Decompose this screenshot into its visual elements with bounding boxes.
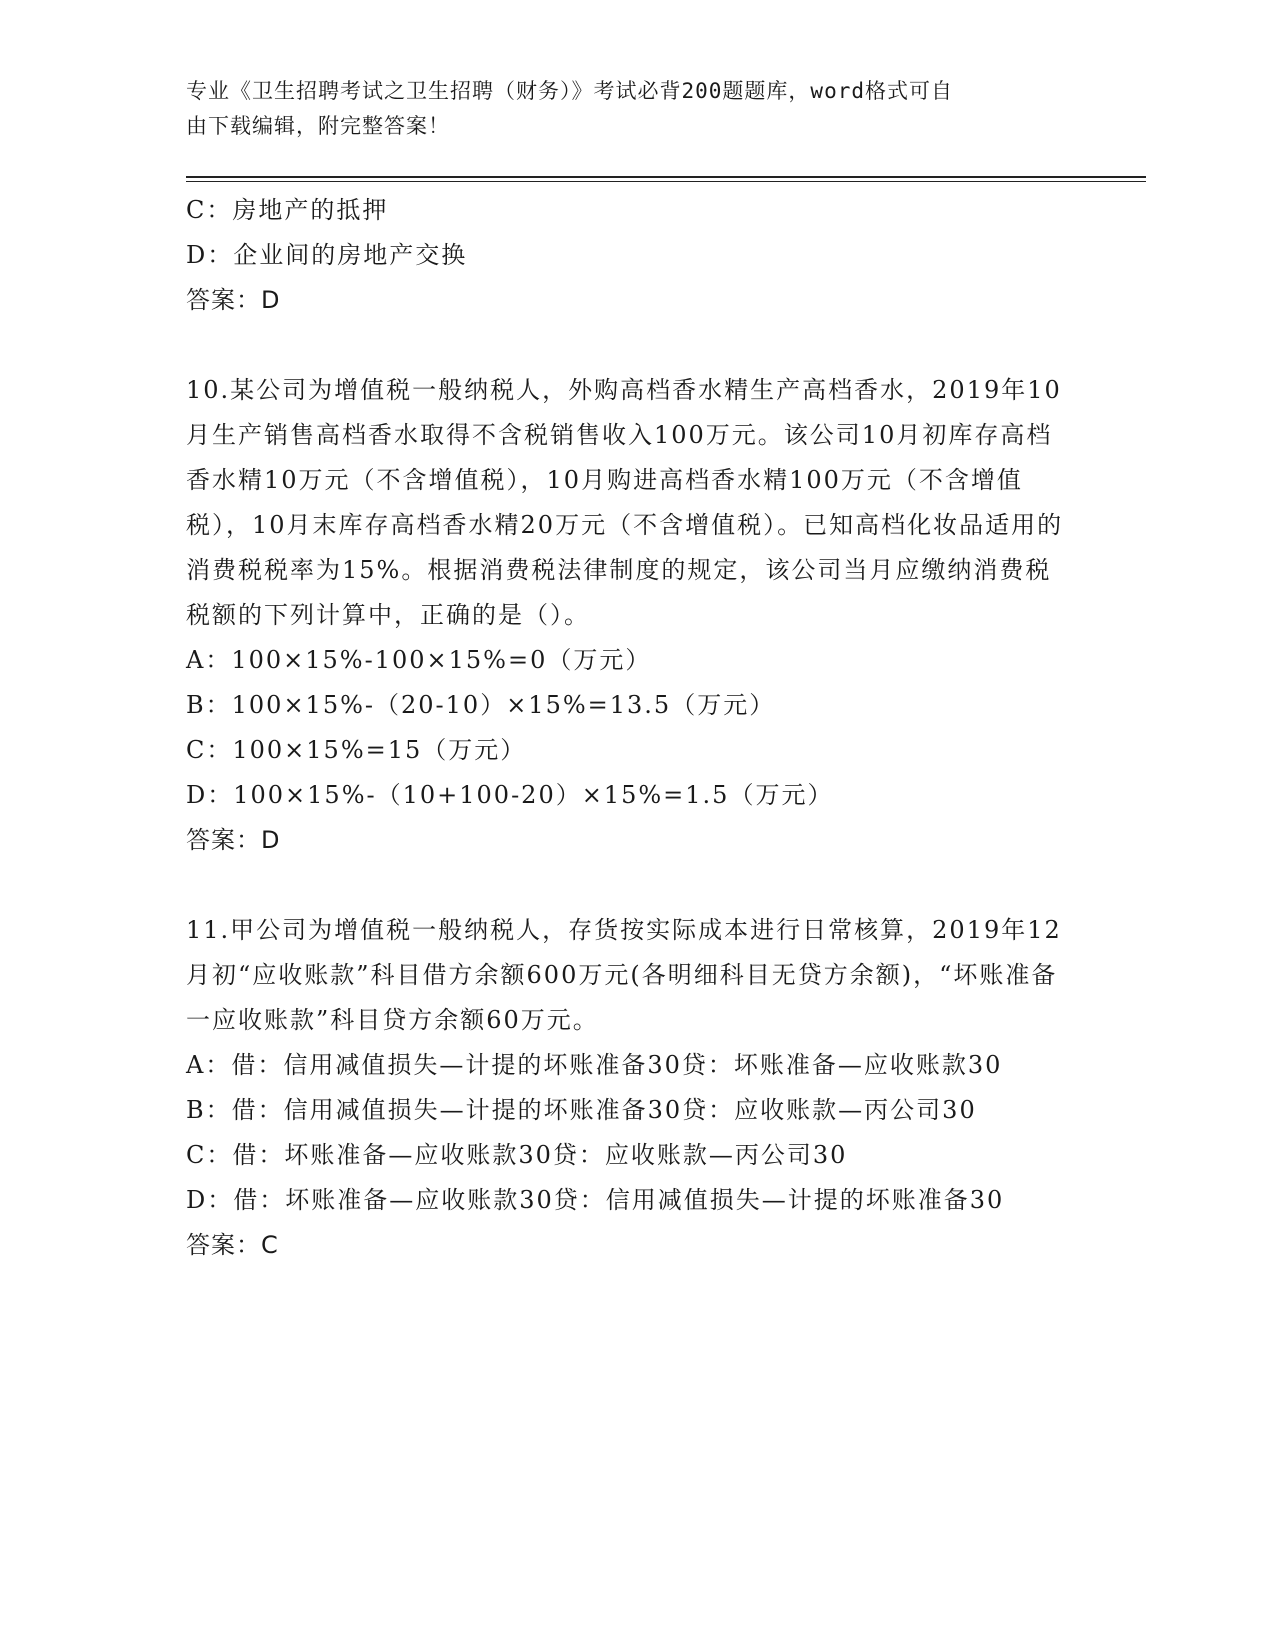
- q10-stem: 10.某公司为增值税一般纳税人，外购高档香水精生产高档香水，2019年10月生产销售高档香水取得不含税销售收入100万元。该公司10月初库存高档香水精10万元（不含增值税），10月购进高档香水精100万元（不含增值税），10月末库存高档香水精20万元（不含增值税）。已知高档化妆品适用的消费税税率为15%。根据消费税法律制度的规定，该公司当月应缴纳消费税税额的下列计算中，正确的是（）。: [186, 376, 1064, 629]
- header-divider-thick: [186, 176, 1146, 178]
- q11-stem: 11.甲公司为增值税一般纳税人，存货按实际成本进行日常核算，2019年12月初“应收账款”科目借方余额600万元(各明细科目无贷方余额)，“坏账准备一应收账款”科目贷方余额60万元。: [186, 916, 1062, 1034]
- q9-answer: 答案：D: [186, 286, 281, 314]
- document-header: [186, 74, 1066, 144]
- q11-option-b: B：借：信用减值损失—计提的坏账准备30贷：应收账款—丙公司30: [186, 1096, 977, 1124]
- q11-option-d: D：借：坏账准备—应收账款30贷：信用减值损失—计提的坏账准备30: [186, 1186, 1005, 1214]
- question-10: [186, 368, 1066, 863]
- q9-option-c: C：房地产的抵押: [186, 196, 389, 224]
- spacer: [186, 863, 1066, 908]
- question-11: [186, 908, 1066, 1268]
- header-line-1: 专业《卫生招聘考试之卫生招聘（财务）》考试必背200题题库，word格式可自: [186, 79, 953, 103]
- q10-option-d: D：100×15%-（10+100-20）×15%=1.5（万元）: [186, 781, 834, 809]
- header-divider-thin: [186, 181, 1146, 182]
- q11-option-a: A：借：信用减值损失—计提的坏账准备30贷：坏账准备—应收账款30: [186, 1051, 1003, 1079]
- q11-answer: 答案：C: [186, 1231, 279, 1259]
- q10-answer: 答案：D: [186, 826, 281, 854]
- spacer: [186, 323, 1066, 368]
- q10-option-b: B：100×15%-（20-10）×15%=13.5（万元）: [186, 691, 776, 719]
- q9-option-d: D：企业间的房地产交换: [186, 241, 468, 269]
- question-9-continued: [186, 188, 1066, 323]
- q11-option-c: C：借：坏账准备—应收账款30贷：应收账款—丙公司30: [186, 1141, 848, 1169]
- header-line-2: 由下载编辑，附完整答案！: [186, 114, 450, 138]
- question-content: [186, 188, 1066, 1268]
- q10-option-a: A：100×15%-100×15%=0（万元）: [186, 646, 652, 674]
- q10-option-c: C：100×15%=15（万元）: [186, 736, 527, 764]
